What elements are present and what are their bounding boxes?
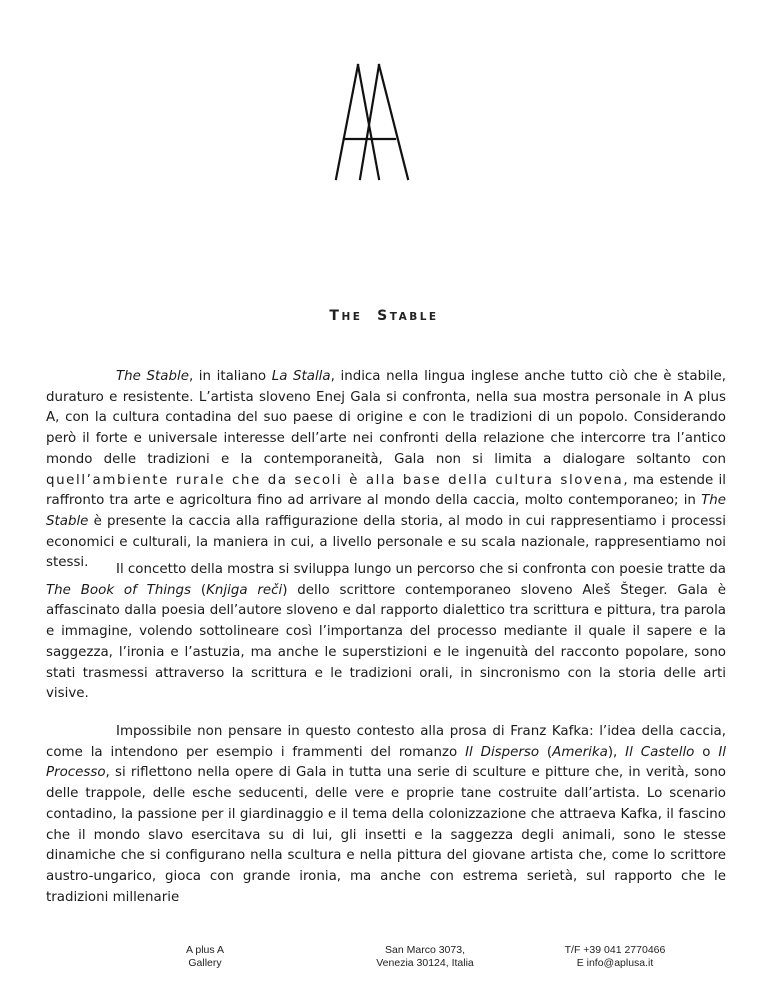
footer-gallery: A plus A Gallery bbox=[186, 944, 224, 969]
a-plus-a-logo bbox=[332, 63, 412, 181]
paragraph-2: Il concetto della mostra si sviluppa lungo un percorso che si confronta con poesie tratte da The Book of Things (Knjiga reči) dello scrittore contemporaneo sloveno Aleš Šteger. Gala è affascinato dalla poesia dell’autore sloveno e dal rapporto dialettico tra scrittura e pittura, tra parola e immagine, volendo sottolineare così l’importanza del processo mediante il quale il sapere e la saggezza, l’ironia e l’astuzia, ma anche le superstizioni e le ingenuità del racconto popolare, sono stati trasmessi attraverso la scrittura e le tradizioni orali, in sincronismo con la storia delle arti visive. bbox=[46, 562, 726, 702]
paragraph-1: The Stable, in italiano La Stalla, indica nella lingua inglese anche tutto ciò che è stabile, duraturo e resistente. L’artista sloveno Enej Gala si confronta, nella sua mostra personale in A plus A, con la cultura contadina del suo paese di origine e con le tradizioni di un popolo. Considerando però il forte e universale interesse dell’arte nei confronti della relazione che intercorre tra l’antico mondo delle tradizioni e la contemporaneità, Gala non si limita a dialogare soltanto con quell’ambiente rurale che da secoli è alla base della cultura slovena, ma estende il raffronto tra arte e agricoltura fino ad arrivare al mondo della caccia, molto contemporaneo; in The Stable è presente la caccia alla raffigurazione della storia, al modo in cui rappresentiamo i processi economici e culturali, la maniera in cui, a livello personale e su scala nazionale, rappresentiamo noi stessi. bbox=[46, 369, 727, 571]
paragraph-3: Impossibile non pensare in questo contesto alla prosa di Franz Kafka: l’idea della caccia, come la intendono per esempio i frammenti del romanzo Il Disperso (Amerika), Il Castello o Il Processo, si riflettono nella opere di Gala in tutta una serie di sculture e pitture che, in verità, sono delle trappole, delle esche seducenti, delle vere e proprie tane costruite dall’artista. Lo scenario contadino, la passione per il giardinaggio e il tema della colonizzazione che attraeva Kafka, il fascino che il mondo slavo esercitava su di lui, gli insetti e la saggezza degli animali, sono le stesse dinamiche che si configurano nella scultura e nella pittura del giovane artista che, come lo scrittore austro-ungarico, gioca con grande ironia, ma anche con estrema serietà, sul rapporto che le tradizioni millenarie bbox=[46, 724, 726, 905]
footer-address: San Marco 3073, Venezia 30124, Italia bbox=[376, 944, 474, 969]
document-title: THE STABLE bbox=[329, 308, 439, 324]
footer-contact: T/F +39 041 2770466 E info@aplusa.it bbox=[564, 944, 666, 969]
